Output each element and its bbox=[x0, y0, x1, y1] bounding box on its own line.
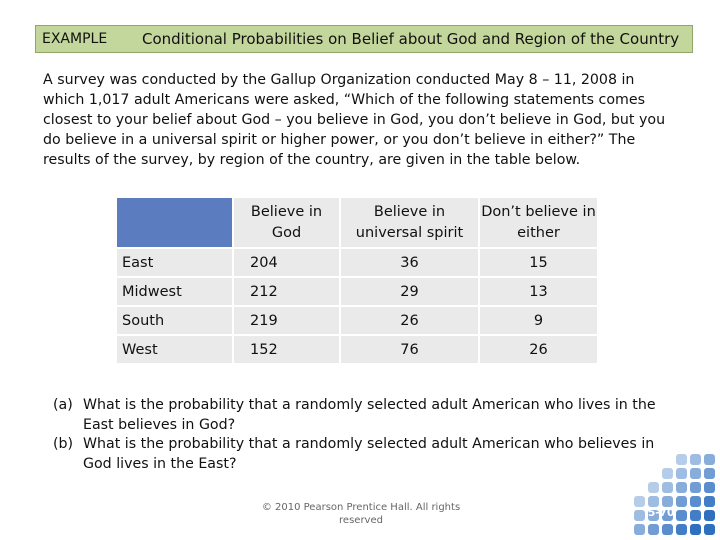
slide-title: Conditional Probabilities on Belief about God and Region of the Country bbox=[142, 30, 680, 48]
deco-dot bbox=[662, 496, 673, 507]
deco-dot bbox=[662, 524, 673, 535]
table-cell: 13 bbox=[480, 278, 597, 305]
deco-dot bbox=[704, 468, 715, 479]
example-tag: EXAMPLE bbox=[42, 31, 108, 47]
question-text: What is the probability that a randomly selected adult American who believes in God lives in the East? bbox=[83, 436, 655, 472]
intro-paragraph: A survey was conducted by the Gallup Organization conducted May 8 – 11, 2008 in which 1,017 adult Americans were asked, “Which of the following statements comes closest to your belief about God – you believe in God, you don’t believe in God, but you do believe in a universal spirit or higher power, or you don’t believe in either?” The results of the survey, by region of the country, are given in the table below. bbox=[43, 72, 666, 168]
table-row bbox=[117, 336, 597, 363]
deco-dot bbox=[704, 496, 715, 507]
deco-dot bbox=[676, 482, 687, 493]
table-cell: 76 bbox=[341, 336, 478, 363]
deco-dot bbox=[648, 496, 659, 507]
deco-dot bbox=[662, 482, 673, 493]
table-cell: 36 bbox=[341, 249, 478, 276]
column-header-dont-believe: Don’t believe in either bbox=[480, 198, 597, 247]
deco-dot bbox=[648, 524, 659, 535]
deco-dot bbox=[690, 454, 701, 465]
question-label: (a) bbox=[53, 397, 73, 413]
deco-dot bbox=[704, 454, 715, 465]
question-a bbox=[53, 396, 663, 435]
table-cell: 212 bbox=[234, 278, 339, 305]
deco-dot bbox=[704, 510, 715, 521]
survey-table bbox=[115, 196, 599, 365]
deco-dot bbox=[648, 482, 659, 493]
deco-dot bbox=[704, 524, 715, 535]
table-cell: 15 bbox=[480, 249, 597, 276]
row-label-east: East bbox=[117, 249, 232, 276]
table-row bbox=[117, 278, 597, 305]
question-list bbox=[53, 396, 663, 474]
table-cell: 9 bbox=[480, 307, 597, 334]
deco-dot bbox=[704, 482, 715, 493]
deco-dot bbox=[690, 524, 701, 535]
table-cell: 26 bbox=[341, 307, 478, 334]
question-label: (b) bbox=[53, 436, 74, 452]
deco-dot bbox=[690, 482, 701, 493]
table-cell: 26 bbox=[480, 336, 597, 363]
deco-dot bbox=[676, 524, 687, 535]
deco-dot bbox=[634, 524, 645, 535]
table-cell: 152 bbox=[234, 336, 339, 363]
table-row bbox=[117, 307, 597, 334]
table-cell: 219 bbox=[234, 307, 339, 334]
deco-dot bbox=[676, 454, 687, 465]
deco-dot bbox=[634, 510, 645, 521]
copyright-footer: © 2010 Pearson Prentice Hall. All rights reserved bbox=[261, 502, 461, 526]
deco-dot bbox=[690, 496, 701, 507]
deco-dot bbox=[676, 496, 687, 507]
column-header-universal-spirit: Believe in universal spirit bbox=[341, 198, 478, 247]
deco-dot bbox=[690, 510, 701, 521]
question-text: What is the probability that a randomly selected adult American who lives in the East believes in God? bbox=[83, 397, 656, 433]
deco-dot bbox=[634, 496, 645, 507]
decorative-dots-icon bbox=[630, 452, 720, 540]
deco-dot bbox=[676, 510, 687, 521]
header-banner bbox=[35, 25, 693, 53]
row-label-west: West bbox=[117, 336, 232, 363]
table-header-row bbox=[117, 198, 597, 247]
table-cell: 204 bbox=[234, 249, 339, 276]
deco-dot bbox=[690, 468, 701, 479]
deco-dot bbox=[676, 468, 687, 479]
deco-dot bbox=[662, 468, 673, 479]
question-b bbox=[53, 435, 663, 474]
table-corner-cell bbox=[117, 198, 232, 247]
column-header-believe-in-god: Believe in God bbox=[234, 198, 339, 247]
row-label-midwest: Midwest bbox=[117, 278, 232, 305]
row-label-south: South bbox=[117, 307, 232, 334]
table-cell: 29 bbox=[341, 278, 478, 305]
page-number: 5-70 bbox=[648, 507, 675, 519]
table-row bbox=[117, 249, 597, 276]
